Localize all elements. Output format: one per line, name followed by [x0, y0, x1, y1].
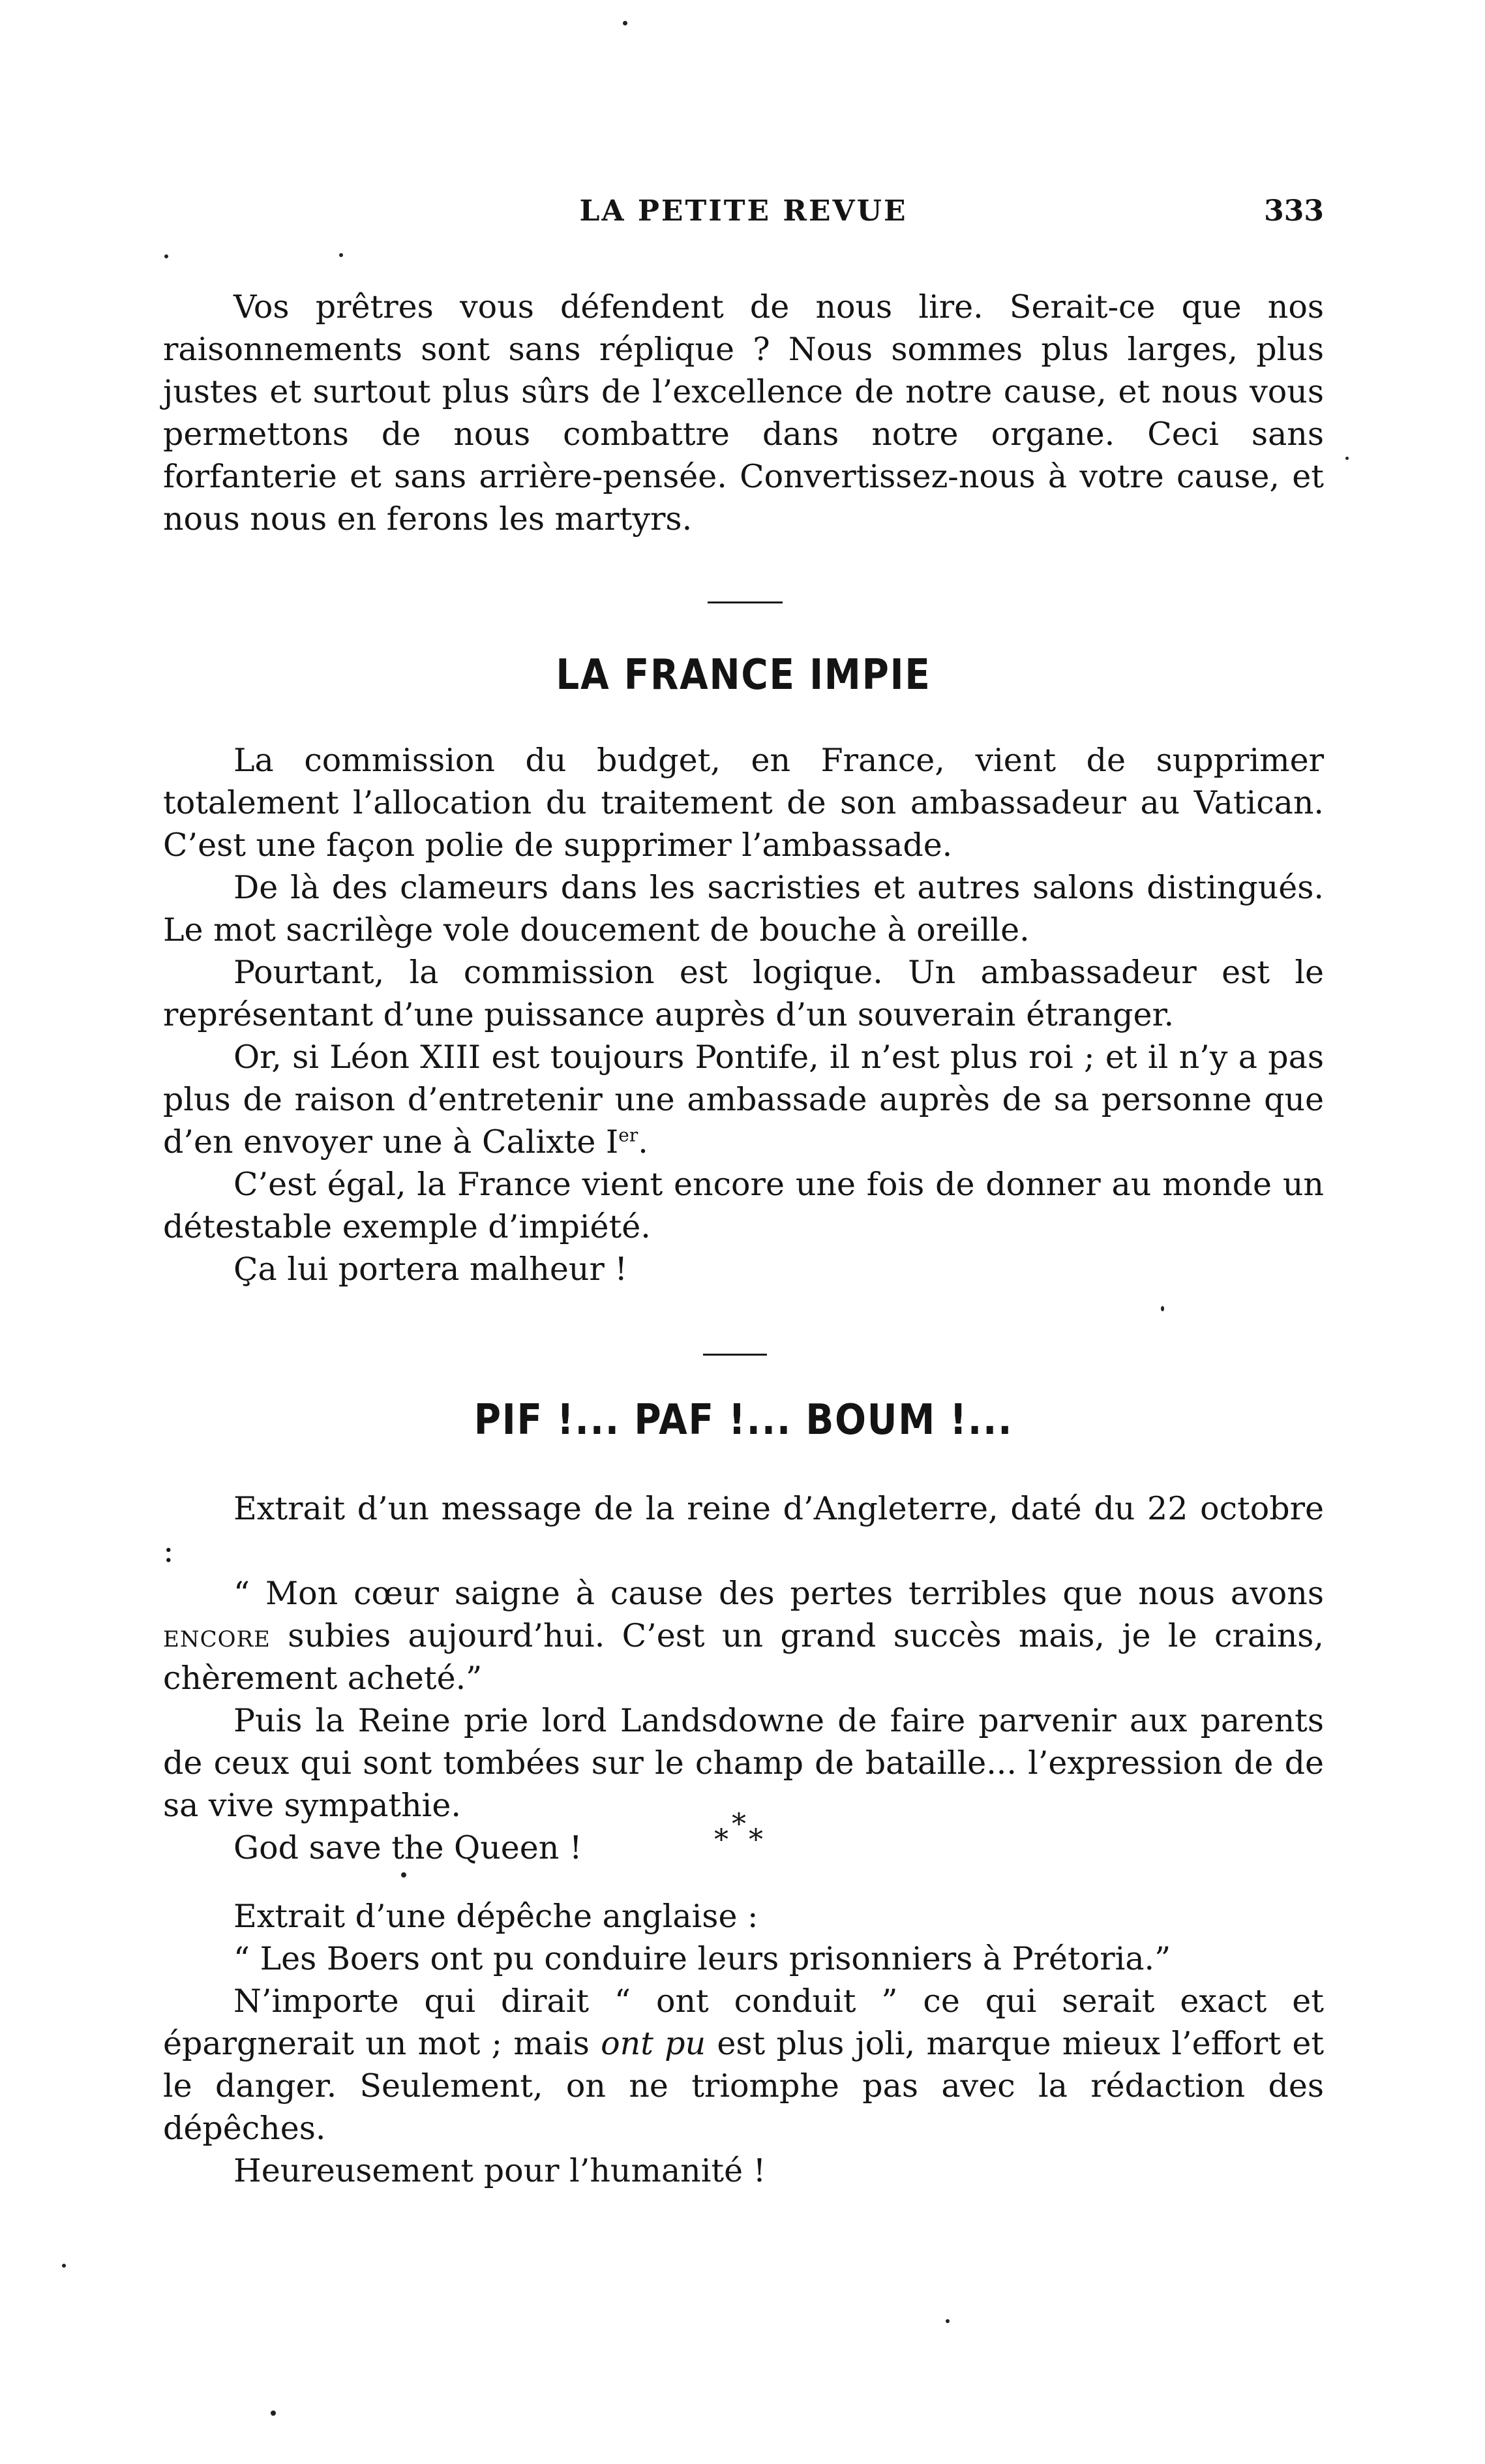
small-caps-word: encore	[163, 1617, 271, 1654]
paragraph	[163, 1036, 1324, 1163]
paragraph: “ Les Boers ont pu conduire leurs prisonniers à Prétoria.”	[233, 1940, 1171, 1977]
scan-speck	[164, 254, 168, 258]
section-france-impie-text	[163, 739, 1324, 1290]
running-title: LA PETITE REVUE	[579, 194, 908, 228]
emphasis-text: ont pu	[601, 2025, 706, 2062]
paragraph: Extrait d’un message de la reine d’Angleterre, daté du 22 octobre :	[163, 1490, 1324, 1570]
asterism-star: *	[732, 1808, 746, 1841]
paragraph	[163, 1572, 1324, 1699]
scan-speck	[62, 2264, 66, 2268]
asterism-star: *	[749, 1823, 763, 1857]
scan-speck	[271, 2411, 276, 2416]
paragraph: De là des clameurs dans les sacristies et autres salons distingués. Le mot sacrilège vole doucement de bouche à oreille.	[163, 869, 1324, 949]
paragraph-end: .	[638, 1123, 648, 1161]
paragraph: Pourtant, la commission est logique. Un ambassadeur est le représentant d’une puissance auprès d’un souverain étranger.	[163, 954, 1324, 1033]
scan-speck	[401, 1872, 406, 1878]
paragraph: C’est égal, la France vient encore une fois de donner au monde un détestable exemple d’impiété.	[163, 1166, 1324, 1245]
section-title-pif-paf-boum: PIF !... PAF !... BOUM !...	[473, 1396, 1013, 1444]
paragraph	[163, 1980, 1324, 2150]
section-pif-paf-boum-text-continued	[163, 1895, 1324, 2192]
paragraph: Ça lui portera malheur !	[233, 1251, 628, 1288]
quote-text: subies aujourd’hui. C’est un grand succès mais, je le crains, chèrement acheté.”	[163, 1617, 1324, 1697]
quote-text: “ Mon cœur saigne à cause des pertes terribles que nous avons	[233, 1575, 1324, 1612]
paragraph-text: Or, si Léon XIII est toujours Pontife, il n’est plus roi ; et il n’y a pas plus de raison d’entretenir une ambassade auprès de sa personne que d’en envoyer une à Calixte I	[163, 1039, 1324, 1161]
paragraph-text: est plus joli, marque mieux l’effort et le danger. Seulement, on ne triomphe pas avec la rédaction des dépêches.	[163, 2025, 1325, 2147]
scan-speck	[623, 21, 627, 25]
running-head	[163, 194, 1324, 234]
paragraph: Vos prêtres vous défendent de nous lire. Serait-ce que nos raisonnements sont sans réplique ? Nous sommes plus larges, plus justes et surtout plus sûrs de l’excellence de notre cause, et nous vous permettons de nous combattre dans notre organe. Ceci sans forfanterie et sans arrière-pensée. Convertissez-nous à votre cause, et nous nous en ferons les martyrs.	[163, 288, 1324, 538]
section-separator	[708, 601, 783, 603]
paragraph: God save the Queen !	[233, 1829, 582, 1866]
ordinal-superscript: er	[618, 1124, 638, 1146]
paragraph: Extrait d’une dépêche anglaise :	[233, 1898, 758, 1935]
scan-speck	[946, 2319, 950, 2323]
scan-speck	[1345, 457, 1349, 460]
section-title-france-impie: LA FRANCE IMPIE	[556, 651, 931, 699]
section-separator	[703, 1354, 767, 1356]
paragraph-text: N’importe qui dirait “ ont conduit ” ce qui serait exact et épargnerait un mot ; mais	[163, 1983, 1324, 2062]
scan-speck	[1161, 1306, 1164, 1311]
asterism	[704, 1810, 783, 1869]
intro-text	[163, 286, 1324, 540]
page-number: 333	[1264, 194, 1324, 228]
asterism-star: *	[714, 1823, 728, 1857]
paragraph: Heureusement pour l’humanité !	[233, 2152, 766, 2189]
paragraph: Puis la Reine prie lord Landsdowne de faire parvenir aux parents de ceux qui sont tombées sur le champ de bataille... l’expression de de sa vive sympathie.	[163, 1702, 1324, 1824]
scan-speck	[339, 253, 343, 257]
paragraph: La commission du budget, en France, vient de supprimer totalement l’allocation du traitement de son ambassadeur au Vatican. C’est une façon polie de supprimer l’ambassade.	[163, 742, 1324, 864]
